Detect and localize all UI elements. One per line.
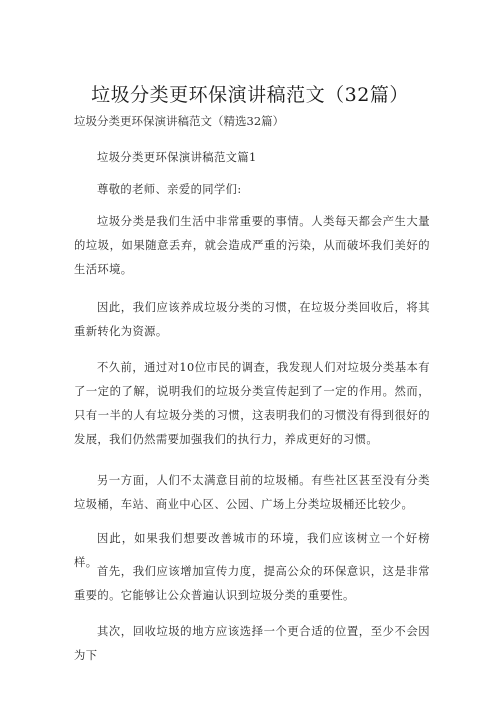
paragraph: 首先，我们应该增加宣传力度，提高公众的环保意识，这是非常重要的。它能够让公众普遍认识到垃圾分类的重要性。: [74, 565, 430, 602]
paragraph: 垃圾分类是我们生活中非常重要的事情。人类每天都会产生大量的垃圾，如果随意丢弃，就会造成严重的污染，从而破坏我们美好的生活环境。: [74, 215, 430, 276]
salutation: 尊敬的老师、亲爱的同学们:: [97, 183, 242, 196]
paragraph: 其次，回收垃圾的地方应该选择一个更合适的位置，至少不会因为下: [74, 625, 430, 662]
paragraph: 因此，如果我们想要改善城市的环境，我们应该树立一个好榜样。: [74, 532, 430, 569]
paragraph: 不久前，通过对10位市民的调查，我发现人们对垃圾分类基本有了一定的了解，说明我们的垃圾分类宣传起到了一定的作用。然而，只有一半的人有垃圾分类的习惯，这表明我们的习惯没有得到很好的发展，我们仍然需要加强我们的执行力，养成更好的习惯。: [74, 361, 430, 446]
document-title: 垃圾分类更环保演讲稿范文（32篇）: [91, 84, 409, 106]
paragraph: 因此，我们应该养成垃圾分类的习惯，在垃圾分类回收后，将其重新转化为资源。: [74, 301, 430, 338]
section-heading: 垃圾分类更环保演讲稿范文篇1: [97, 151, 257, 164]
document-subtitle: 垃圾分类更环保演讲稿范文（精选32篇）: [74, 114, 285, 128]
paragraph: 另一方面，人们不太满意目前的垃圾桶。有些社区甚至没有分类垃圾桶，车站、商业中心区、公园、广场上分类垃圾桶还比较少。: [74, 474, 430, 511]
